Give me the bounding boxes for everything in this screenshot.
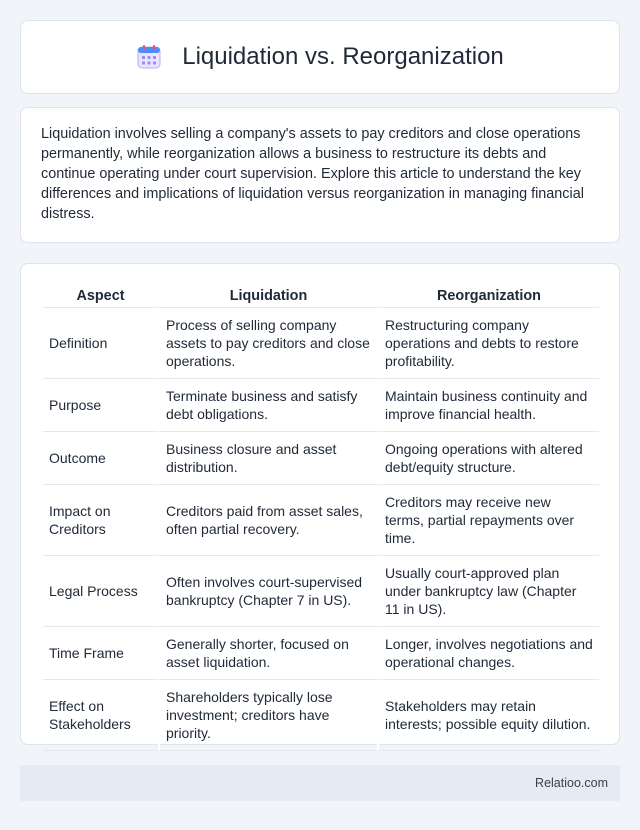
table-row xyxy=(43,556,599,627)
liquidation-cell: Creditors paid from asset sales, often partial recovery. xyxy=(158,485,377,556)
footer xyxy=(20,765,620,801)
aspect-cell: Effect on Stakeholders xyxy=(43,680,158,751)
table-row xyxy=(43,379,599,432)
table-header-row xyxy=(43,284,599,308)
table-row xyxy=(43,680,599,751)
reorganization-cell: Longer, involves negotiations and operational changes. xyxy=(377,627,599,680)
comparison-card xyxy=(20,263,620,745)
reorganization-cell: Ongoing operations with altered debt/equity structure. xyxy=(377,432,599,485)
liquidation-cell: Business closure and asset distribution. xyxy=(158,432,377,485)
intro-paragraph: Liquidation involves selling a company's assets to pay creditors and close operations permanently, while reorganization allows a business to restructure its debts and continue operating under court supervision. Explore this article to understand the key differences and implications of liquidation versus reorganization in managing financial distress. xyxy=(41,126,584,222)
header-reorganization: Reorganization xyxy=(377,284,599,308)
intro-card xyxy=(20,107,620,243)
calendar-icon xyxy=(136,44,162,70)
footer-brand: Relatioo.com xyxy=(535,776,608,790)
header-liquidation: Liquidation xyxy=(158,284,377,308)
table-row xyxy=(43,308,599,379)
aspect-cell: Purpose xyxy=(43,379,158,432)
liquidation-cell: Often involves court-supervised bankruptcy (Chapter 7 in US). xyxy=(158,556,377,627)
liquidation-cell: Process of selling company assets to pay creditors and close operations. xyxy=(158,308,377,379)
aspect-cell: Legal Process xyxy=(43,556,158,627)
liquidation-cell: Generally shorter, focused on asset liquidation. xyxy=(158,627,377,680)
table-row xyxy=(43,432,599,485)
reorganization-cell: Restructuring company operations and debts to restore profitability. xyxy=(377,308,599,379)
reorganization-cell: Maintain business continuity and improve financial health. xyxy=(377,379,599,432)
reorganization-cell: Stakeholders may retain interests; possible equity dilution. xyxy=(377,680,599,751)
title-card xyxy=(20,20,620,94)
reorganization-cell: Usually court-approved plan under bankruptcy law (Chapter 11 in US). xyxy=(377,556,599,627)
header-aspect: Aspect xyxy=(43,284,158,308)
table-row xyxy=(43,627,599,680)
page-title: Liquidation vs. Reorganization xyxy=(182,43,504,70)
table-row xyxy=(43,485,599,556)
aspect-cell: Definition xyxy=(43,308,158,379)
liquidation-cell: Shareholders typically lose investment; creditors have priority. xyxy=(158,680,377,751)
comparison-table xyxy=(43,284,599,751)
aspect-cell: Time Frame xyxy=(43,627,158,680)
aspect-cell: Impact on Creditors xyxy=(43,485,158,556)
aspect-cell: Outcome xyxy=(43,432,158,485)
reorganization-cell: Creditors may receive new terms, partial repayments over time. xyxy=(377,485,599,556)
liquidation-cell: Terminate business and satisfy debt obligations. xyxy=(158,379,377,432)
